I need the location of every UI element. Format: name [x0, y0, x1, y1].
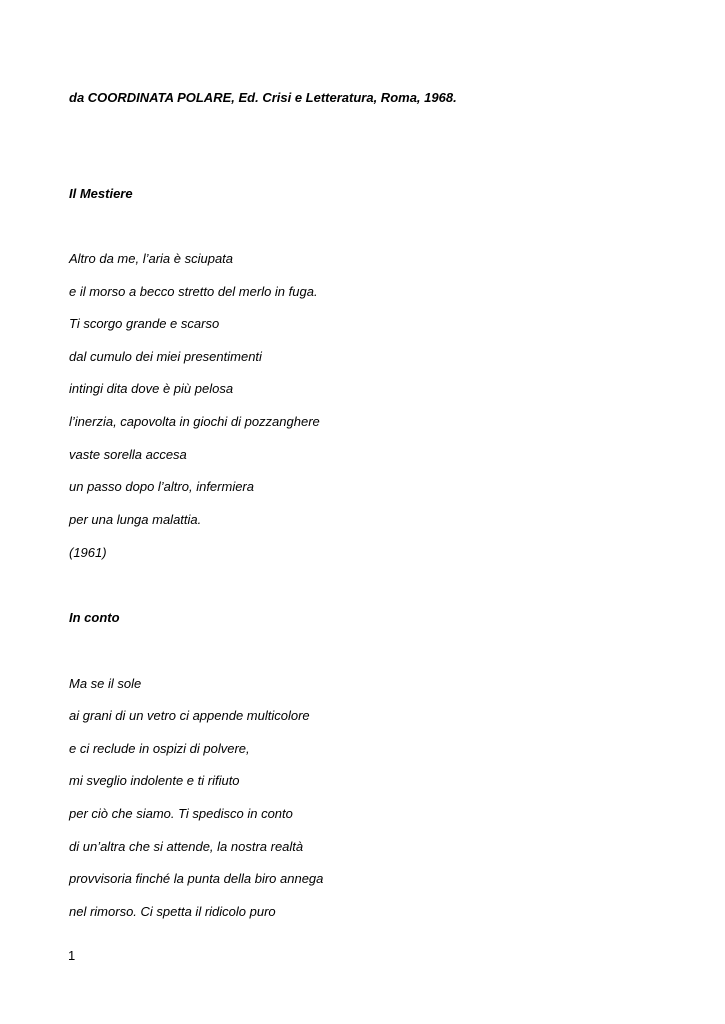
poem-line: nel rimorso. Ci spetta il ridicolo puro	[69, 904, 276, 919]
poem-line: per una lunga malattia.	[69, 512, 202, 527]
poem-line: ai grani di un vetro ci appende multicolore	[69, 708, 310, 723]
poem-line: Ma se il sole	[69, 676, 142, 691]
poem-date: (1961)	[69, 545, 107, 560]
poem-title: Il Mestiere	[69, 186, 133, 201]
poem-line: mi sveglio indolente e ti rifiuto	[69, 773, 240, 788]
page-number: 1	[68, 948, 76, 963]
poem-line: intingi dita dove è più pelosa	[69, 381, 234, 396]
poem-line: l’inerzia, capovolta in giochi di pozzanghere	[69, 414, 320, 429]
poem-title: In conto	[69, 610, 120, 625]
poem-line: provvisoria finché la punta della biro annega	[69, 871, 324, 886]
poem-line: vaste sorella accesa	[69, 447, 187, 462]
source-heading: da COORDINATA POLARE, Ed. Crisi e Letteratura, Roma, 1968.	[69, 90, 457, 105]
poem-line: Altro da me, l’aria è sciupata	[69, 251, 234, 266]
poem-line: e il morso a becco stretto del merlo in fuga.	[69, 284, 318, 299]
poem-line: Ti scorgo grande e scarso	[69, 316, 220, 331]
poem-line: e ci reclude in ospizi di polvere,	[69, 741, 250, 756]
poem-line: un passo dopo l’altro, infermiera	[69, 479, 254, 494]
poem-line: dal cumulo dei miei presentimenti	[69, 349, 262, 364]
poem-line: per ciò che siamo. Ti spedisco in conto	[69, 806, 293, 821]
poem-line: di un’altra che si attende, la nostra realtà	[69, 839, 304, 854]
